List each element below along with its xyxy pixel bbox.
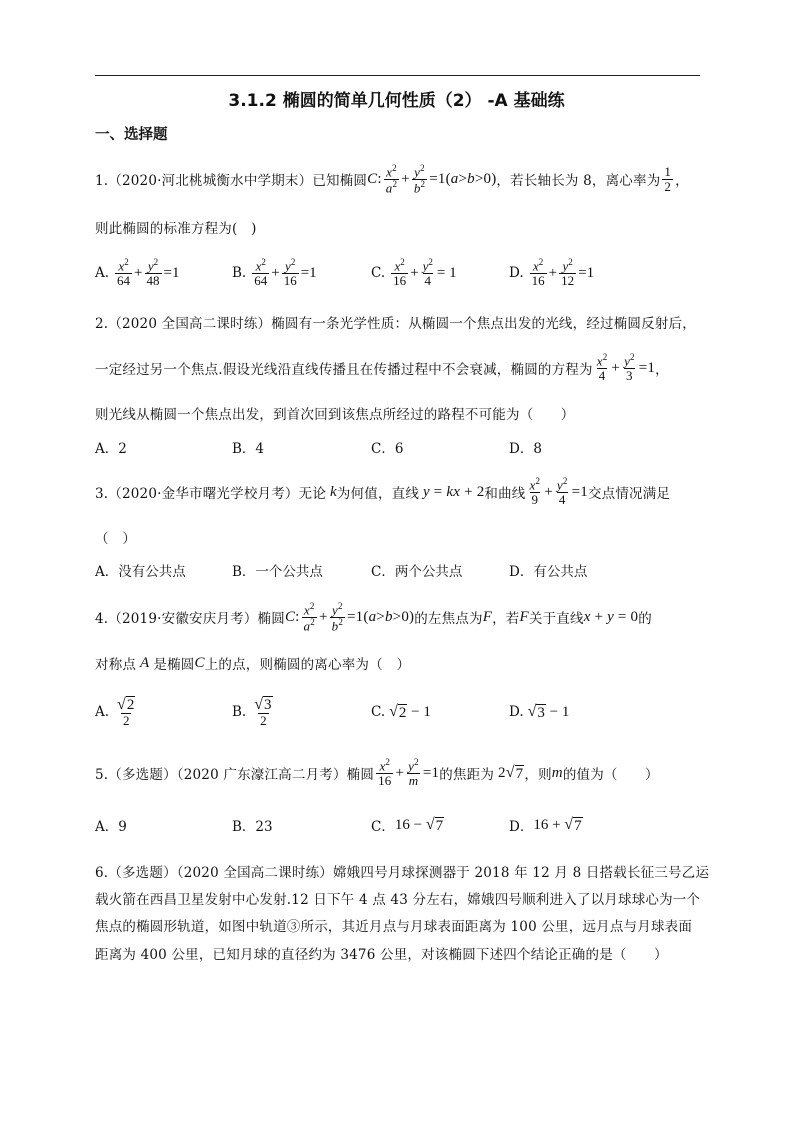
- q1-frac-y: $\frac{y^2}{b^2}$: [413, 162, 426, 195]
- q6-line1: 6.（多选题）（2020 全国高二课时练）嫦娥四号月球探测器于 2018 年 12 月 8 日搭载长征三号乙运: [95, 865, 710, 881]
- q5-option-b[interactable]: B．23: [232, 819, 273, 835]
- q2-options: [95, 432, 715, 462]
- q3-option-c[interactable]: C．两个公共点: [371, 564, 463, 580]
- q2-frac-y: $\frac{y^2}{3}$: [624, 352, 635, 384]
- q2-option-a[interactable]: A．2: [95, 441, 127, 457]
- q4-frac-x: $\frac{x^2}{a^2}$: [303, 600, 315, 633]
- q3-frac-y: $\frac{y^2}{4}$: [556, 476, 568, 508]
- q3-text-d: 交点情况满足: [587, 486, 671, 502]
- q6-line3: 焦点的椭圆形轨道，如图中轨道③所示，其近月点与月球表面距离为 100 公里，远月点与月球表面: [95, 919, 693, 935]
- q3-text-a: 3.（2020·金华市曙光学校月考）无论: [95, 486, 327, 502]
- q5-text-b: 的焦距为: [439, 767, 495, 783]
- q4-option-d[interactable]: D. √ 3 − 1: [509, 703, 570, 721]
- q1-text-a: 1.（2020·河北桃城衡水中学期末）已知椭圆: [95, 173, 368, 189]
- q5-text-d: 的值为（ ）: [562, 767, 659, 783]
- q4-text-c: ，若: [492, 611, 520, 627]
- q1-ecc-frac: $\frac{1}{2}$: [664, 163, 672, 194]
- q2-option-c[interactable]: C．6: [371, 441, 404, 457]
- q5-options: [95, 810, 715, 840]
- q4-text-a: 4.（2019·安徽安庆月考）椭圆: [95, 611, 285, 627]
- header-rule: [95, 75, 700, 76]
- q5-option-d[interactable]: D． 16 + √ 7: [509, 816, 582, 835]
- q3-text-c: 和曲线: [484, 486, 526, 502]
- q3-option-a[interactable]: A．没有公共点: [95, 564, 186, 580]
- q2-frac-x: $\frac{x^2}{4}$: [596, 352, 608, 384]
- q1-text-b: ，若长轴长为 8，离心率为: [496, 173, 661, 189]
- q1-option-d[interactable]: D. $\frac{x^2}{16}$ + $\frac{y^2}{12}$ =1: [509, 257, 595, 289]
- q5-text-c: ，则: [524, 767, 552, 783]
- q3-options: [95, 555, 715, 585]
- q2-line2: 一定经过另一个焦点.假设光线沿直线传播且在传播过程中不会衰减，椭圆的方程为 $\frac{x^2}{4}$ + $\frac{y^2}{3}$ =1 ，: [95, 352, 669, 384]
- q2-option-b[interactable]: B．4: [232, 441, 265, 457]
- q1-option-b[interactable]: B. $\frac{x^2}{64}$ + $\frac{y^2}{16}$ =1: [232, 257, 317, 289]
- q4-option-a[interactable]: A. √ 2 2: [95, 695, 135, 729]
- q4-text-b: 的左焦点为: [414, 611, 483, 627]
- q5-line1: 5.（多选题）（2020 广东濠江高二月考）椭圆 $\frac{x^2}{16}$ + $\frac{y^2}{m}$ =1 的焦距为 2 √ 7 ，则 m 的值为（ ）: [95, 757, 659, 789]
- q5-option-a[interactable]: A．9: [95, 819, 127, 835]
- q3-option-d[interactable]: D．有公共点: [509, 564, 588, 580]
- q6-line4: 距离为 400 公里，已知月球的直径约为 3476 公里，对该椭圆下述四个结论正确的是（ ）: [95, 947, 668, 963]
- q3-line2: （ ）: [95, 531, 137, 547]
- section-heading: 一、选择题: [95, 127, 168, 143]
- q1-formula: C: [367, 170, 378, 187]
- q5-frac-y: $\frac{y^2}{m}$: [408, 757, 419, 789]
- q4-option-c[interactable]: C. √ 2 − 1: [371, 703, 431, 721]
- q4-options: [95, 697, 715, 727]
- q2-text-a: 一定经过另一个焦点.假设光线沿直线传播且在传播过程中不会衰减，椭圆的方程为: [95, 362, 593, 378]
- page-title: 3.1.2 椭圆的简单几何性质（2） -A 基础练: [228, 91, 565, 111]
- q5-text-a: 5.（多选题）（2020 广东濠江高二月考）椭圆: [95, 767, 375, 783]
- q1-line1: 1.（2020·河北桃城衡水中学期末）已知椭圆 C : $\frac{x^2}{a^2}$ + $\frac{y^2}{b^2}$ =1( a > b >0) ，若长轴长为 8，离心率为 $\frac{1}{2}$ ，: [95, 162, 689, 195]
- q1-frac-x: $\frac{x^2}{a^2}$: [385, 162, 398, 195]
- q4-text-g: 是椭圆: [153, 657, 195, 673]
- q4-option-b[interactable]: B. √ 3 2: [232, 695, 272, 729]
- q5-frac-x: $\frac{x^2}{16}$: [378, 757, 392, 789]
- q6-line2: 载火箭在西昌卫星发射中心发射.12 日下午 4 点 43 分左右，嫦娥四号顺利进入了以月球球心为一个: [95, 892, 701, 908]
- q1-option-a[interactable]: A. $\frac{x^2}{64}$ + $\frac{y^2}{48}$ =1: [95, 257, 180, 289]
- q5-option-c[interactable]: C． 16 − √ 7: [371, 816, 444, 835]
- q3-option-b[interactable]: B．一个公共点: [232, 564, 323, 580]
- q4-text-h: 上的点，则椭圆的离心率为（ ）: [204, 657, 411, 673]
- q1-option-c[interactable]: C. $\frac{x^2}{16}$ + $\frac{y^2}{4}$ = 1: [371, 257, 457, 289]
- q1-line2: 则此椭圆的标准方程为( ): [95, 221, 257, 237]
- q4-text-d: 关于直线: [528, 611, 584, 627]
- q4-text-f: 对称点: [95, 657, 137, 673]
- q1-options: [95, 258, 715, 288]
- q2-line3: 则光线从椭圆一个焦点出发，到首次回到该焦点所经过的路程不可能为（ ）: [95, 407, 575, 423]
- q4-frac-y: $\frac{y^2}{b^2}$: [331, 600, 344, 633]
- q3-frac-x: $\frac{x^2}{9}$: [529, 476, 541, 508]
- q3-line1: 3.（2020·金华市曙光学校月考）无论 k 为何值，直线 y = kx + 2 和曲线 $\frac{x^2}{9}$ + $\frac{y^2}{4}$ =1 交点情况满足: [95, 476, 671, 508]
- q2-option-d[interactable]: D．8: [509, 441, 542, 457]
- q2-line1: 2.（2020 全国高二课时练）椭圆有一条光学性质：从椭圆一个焦点出发的光线，经过椭圆反射后，: [95, 316, 696, 332]
- q4-line2: 对称点 A 是椭圆 C 上的点，则椭圆的离心率为（ ）: [95, 654, 411, 673]
- q4-text-e: 的: [638, 611, 652, 627]
- q4-line1: 4.（2019·安徽安庆月考）椭圆 C : $\frac{x^2}{a^2}$ + $\frac{y^2}{b^2}$ =1( a > b >0) 的左焦点为 F ，若 F 关于直线 x + y = 0 的: [95, 600, 652, 633]
- q3-text-b: 为何值，直线: [336, 486, 420, 502]
